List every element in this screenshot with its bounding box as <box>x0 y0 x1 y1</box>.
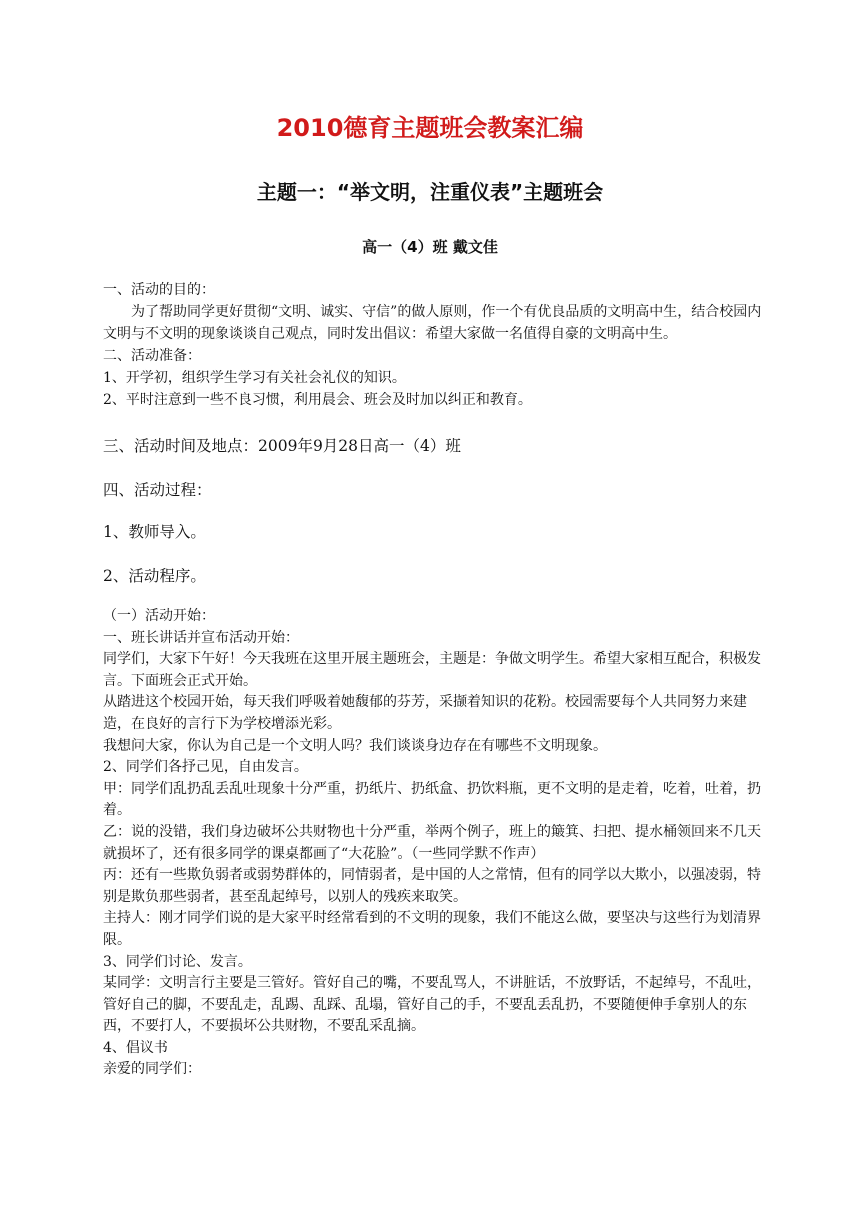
paragraph: 丙：还有一些欺负弱者或弱势群体的，同情弱者，是中国的人之常情，但有的同学以大欺小，以强凌弱，特别是欺负那些弱者，甚至乱起绰号，以别人的残疾来取笑。 <box>103 867 761 905</box>
paragraph: 某同学：文明言行主要是三管好。管好自己的嘴，不要乱骂人，不讲脏话，不放野话，不起绰号，不乱吐，管好自己的脚，不要乱走，乱踢、乱踩、乱塌，管好自己的手，不要乱丢乱扔，不要随便伸手拿别人的东西，不要打人，不要损坏公共财物，不要乱采乱摘。 <box>103 975 761 1035</box>
paragraph: 4、倡议书 <box>103 1039 168 1056</box>
paragraph: 3、同学们讨论、发言。 <box>103 953 252 970</box>
preparation-item-1: 1、开学初，组织学生学习有关社会礼仪的知识。 <box>103 370 406 386</box>
paragraph: 2、同学们各抒己见，自由发言。 <box>103 759 308 776</box>
process-step-1: 1、教师导入。 <box>103 523 206 541</box>
paragraph: 我想问大家，你认为自己是一个文明人吗？我们谈谈身边存在有哪些不文明现象。 <box>103 737 607 754</box>
purpose-and-preparation <box>103 279 763 411</box>
document-subtitle: 主题一：“举文明，注重仪表”主题班会 <box>256 180 604 204</box>
paragraph: 乙：说的没错，我们身边破坏公共财物也十分严重，举两个例子，班上的簸箕、扫把、提水桶领回来不几天就损坏了，还有很多同学的课桌都画了“大花脸”。（一些同学默不作声） <box>103 823 761 862</box>
section-heading-time-place: 三、活动时间及地点：2009年9月28日高一（4）班 <box>103 437 461 455</box>
section-heading-process: 四、活动过程： <box>103 481 212 499</box>
document-title: 2010德育主题班会教案汇编 <box>276 114 584 142</box>
section-heading-preparation: 二、活动准备： <box>103 348 201 364</box>
purpose-paragraph: 为了帮助同学更好贯彻“文明、诚实、守信”的做人原则，作一个有优良品质的文明高中生，结合校园内文明与不文明的现象谈谈自己观点，同时发出倡议：希望大家做一名值得自豪的文明高中生。 <box>103 304 762 342</box>
paragraph: （一）活动开始： <box>103 608 215 624</box>
paragraph: 甲：同学们乱扔乱丢乱吐现象十分严重，扔纸片、扔纸盒、扔饮料瓶，更不文明的是走着，吃着，吐着，扔着。 <box>103 780 761 819</box>
section-heading-purpose: 一、活动的目的： <box>103 282 215 298</box>
paragraph: 一、班长讲话并宣布活动开始： <box>103 629 299 646</box>
process-step-2: 2、活动程序。 <box>103 567 206 585</box>
preparation-item-2: 2、平时注意到一些不良习惯，利用晨会、班会及时加以纠正和教育。 <box>103 392 532 408</box>
paragraph: 主持人：刚才同学们说的是大家平时经常看到的不文明的现象，我们不能这么做，要坚决与这些行为划清界限。 <box>103 910 761 948</box>
paragraph: 从踏进这个校园开始，每天我们呼吸着她馥郁的芬芳，采撷着知识的花粉。校园需要每个人共同努力来建造，在良好的言行下为学校增添光彩。 <box>103 694 747 732</box>
paragraph: 亲爱的同学们： <box>103 1061 201 1078</box>
document-author: 高一（4）班 戴文佳 <box>362 238 498 256</box>
process-details <box>103 606 763 1081</box>
paragraph: 同学们，大家下午好！今天我班在这里开展主题班会，主题是：争做文明学生。希望大家相互配合，积极发言。下面班会正式开始。 <box>103 651 761 689</box>
